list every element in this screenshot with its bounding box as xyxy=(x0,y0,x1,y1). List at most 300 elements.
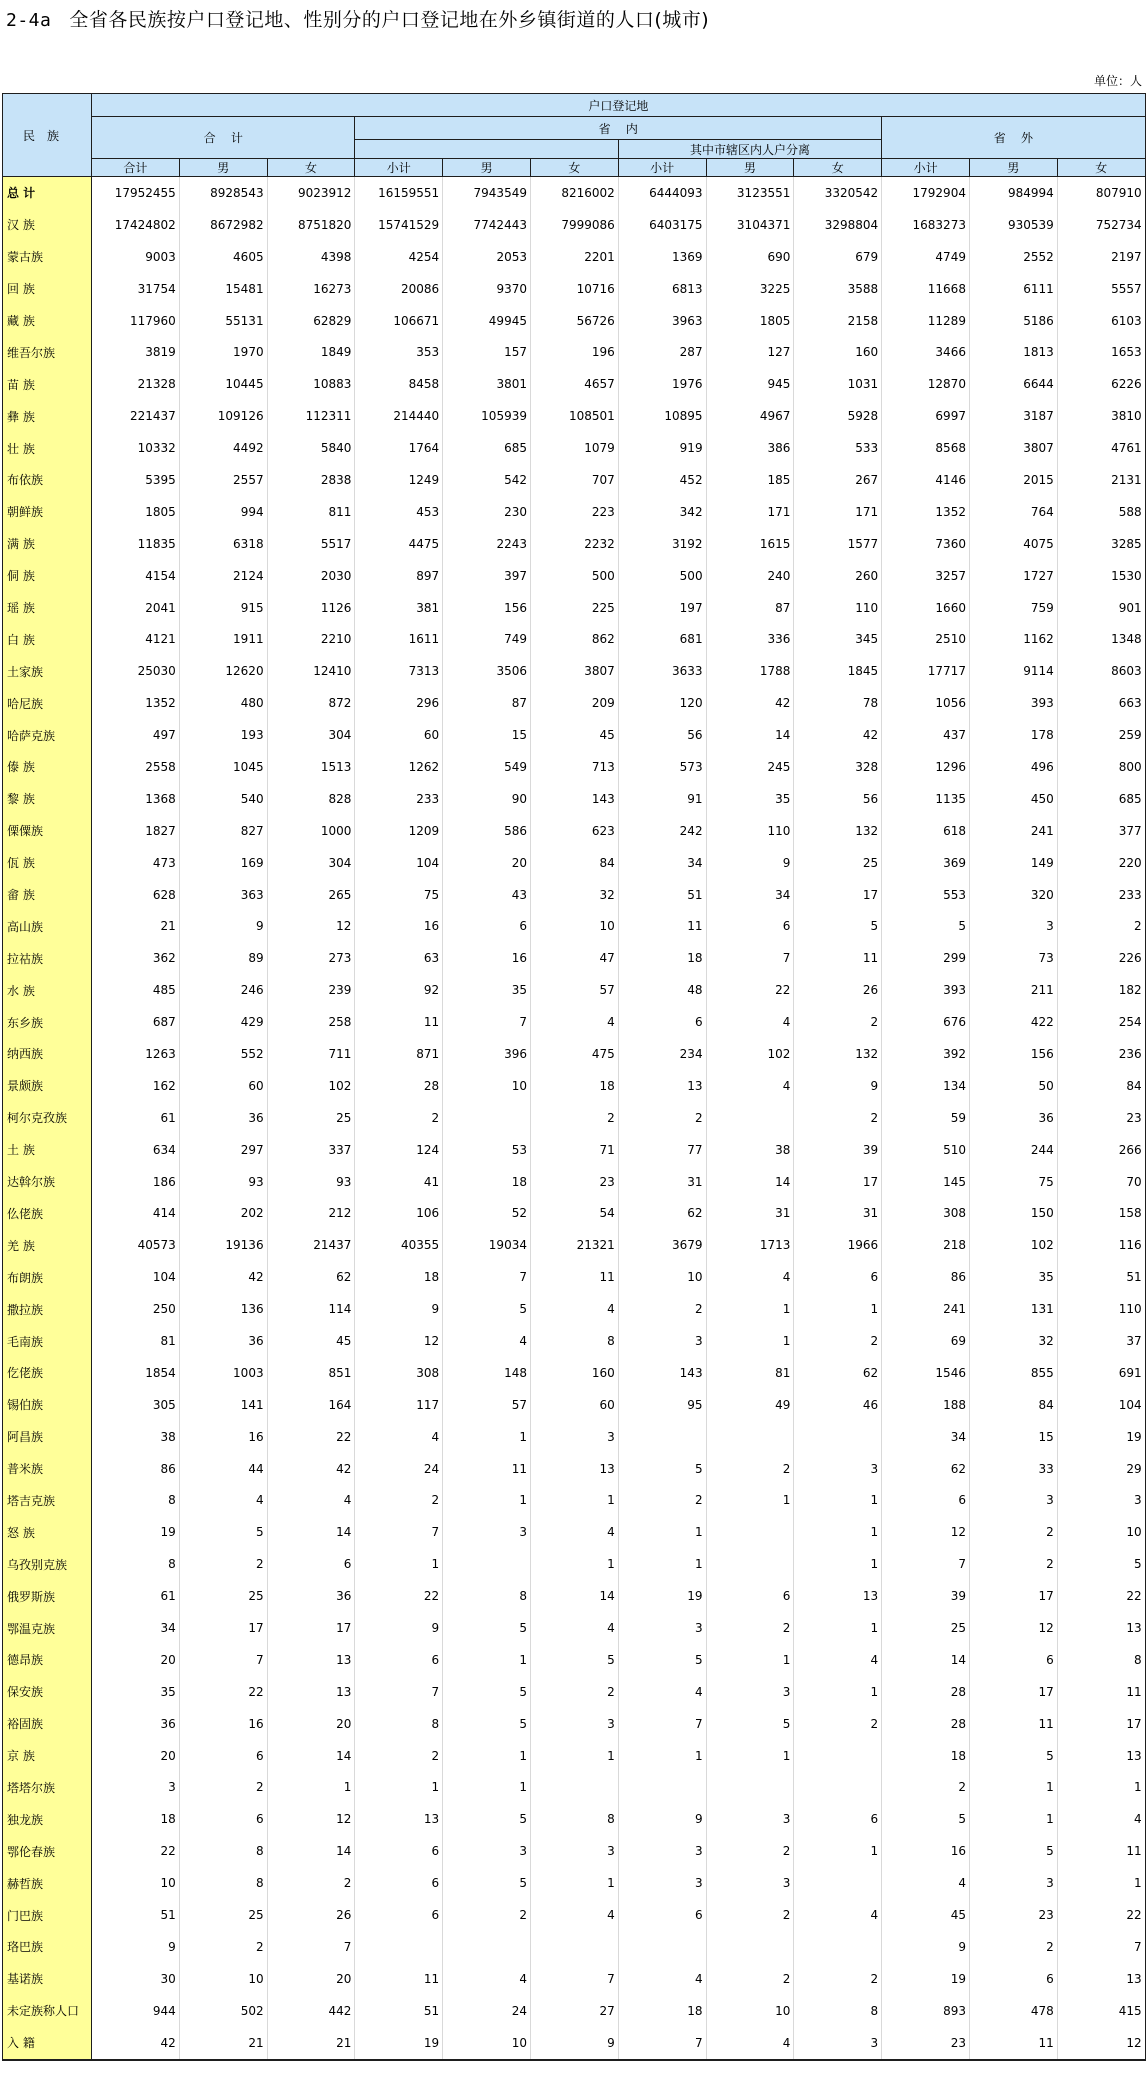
ethnicity-name: 塔吉克族 xyxy=(3,1485,92,1517)
cell-female: 1849 xyxy=(267,336,355,368)
cell-sep-female: 6 xyxy=(794,1261,882,1293)
unit-label: 单位：人 xyxy=(1093,74,1142,88)
cell-total: 20 xyxy=(92,1740,180,1772)
cell-sep-female: 56 xyxy=(794,783,882,815)
cell-out-subtotal: 2510 xyxy=(882,623,970,655)
cell-sep-subtotal: 6 xyxy=(618,1006,706,1038)
cell-in-subtotal: 1209 xyxy=(355,815,443,847)
cell-sep-female xyxy=(794,1421,882,1453)
ethnicity-name: 东乡族 xyxy=(3,1006,92,1038)
cell-female: 12 xyxy=(267,1803,355,1835)
cell-sep-subtotal: 18 xyxy=(618,1995,706,2027)
cell-sep-female: 46 xyxy=(794,1389,882,1421)
cell-in-female: 862 xyxy=(530,623,618,655)
cell-out-male: 6 xyxy=(969,1963,1057,1995)
cell-in-male: 11 xyxy=(443,1453,531,1485)
cell-sep-male: 102 xyxy=(706,1038,794,1070)
cell-male: 17 xyxy=(179,1612,267,1644)
cell-male: 2124 xyxy=(179,560,267,592)
cell-out-female: 22 xyxy=(1057,1580,1145,1612)
cell-sep-subtotal: 1 xyxy=(618,1740,706,1772)
ethnicity-name: 珞巴族 xyxy=(3,1931,92,1963)
cell-in-female: 4657 xyxy=(530,368,618,400)
header-leaf-sep-female: 女 xyxy=(794,159,882,177)
population-table xyxy=(2,93,1146,2061)
cell-sep-male: 185 xyxy=(706,464,794,496)
cell-in-female xyxy=(530,1931,618,1963)
cell-out-subtotal: 14 xyxy=(882,1644,970,1676)
cell-sep-male: 245 xyxy=(706,751,794,783)
cell-in-female: 9 xyxy=(530,2027,618,2060)
cell-female: 12410 xyxy=(267,655,355,687)
cell-sep-subtotal: 5 xyxy=(618,1453,706,1485)
total-row xyxy=(3,177,1146,209)
cell-female: 16273 xyxy=(267,273,355,305)
cell-in-subtotal: 6 xyxy=(355,1867,443,1899)
cell-male: 4605 xyxy=(179,241,267,273)
cell-in-subtotal: 2 xyxy=(355,1485,443,1517)
cell-out-male: 6111 xyxy=(969,273,1057,305)
cell-sep-female: 62 xyxy=(794,1357,882,1389)
cell-in-subtotal: 16159551 xyxy=(355,177,443,209)
cell-out-subtotal: 510 xyxy=(882,1134,970,1166)
cell-out-male: 17 xyxy=(969,1676,1057,1708)
cell-in-subtotal: 1 xyxy=(355,1772,443,1804)
cell-sep-female: 533 xyxy=(794,432,882,464)
cell-sep-female: 132 xyxy=(794,1038,882,1070)
ethnicity-name: 苗 族 xyxy=(3,368,92,400)
cell-total: 250 xyxy=(92,1293,180,1325)
cell-female: 9023912 xyxy=(267,177,355,209)
cell-sep-female: 1 xyxy=(794,1676,882,1708)
cell-sep-subtotal: 4 xyxy=(618,1676,706,1708)
cell-male: 141 xyxy=(179,1389,267,1421)
cell-female: 13 xyxy=(267,1676,355,1708)
ethnicity-name: 京 族 xyxy=(3,1740,92,1772)
cell-sep-female: 5 xyxy=(794,910,882,942)
cell-sep-subtotal: 3633 xyxy=(618,655,706,687)
cell-out-female: 13 xyxy=(1057,1612,1145,1644)
cell-out-subtotal: 676 xyxy=(882,1006,970,1038)
cell-sep-subtotal: 573 xyxy=(618,751,706,783)
cell-in-male: 105939 xyxy=(443,400,531,432)
cell-in-female: 71 xyxy=(530,1134,618,1166)
table-row xyxy=(3,1835,1146,1867)
cell-out-female: 11 xyxy=(1057,1835,1145,1867)
ethnicity-name: 达斡尔族 xyxy=(3,1166,92,1198)
cell-in-male: 3506 xyxy=(443,655,531,687)
cell-sep-subtotal xyxy=(618,1772,706,1804)
table-title xyxy=(6,5,709,32)
cell-in-male: 90 xyxy=(443,783,531,815)
cell-sep-female: 3320542 xyxy=(794,177,882,209)
table-row xyxy=(3,1102,1146,1134)
table-row xyxy=(3,847,1146,879)
cell-in-subtotal: 16 xyxy=(355,910,443,942)
cell-out-female: 104 xyxy=(1057,1389,1145,1421)
cell-out-male: 244 xyxy=(969,1134,1057,1166)
cell-sep-male xyxy=(706,1516,794,1548)
cell-out-female: 663 xyxy=(1057,687,1145,719)
cell-out-female: 3810 xyxy=(1057,400,1145,432)
ethnicity-name: 傈僳族 xyxy=(3,815,92,847)
cell-sep-female: 25 xyxy=(794,847,882,879)
cell-sep-female: 171 xyxy=(794,496,882,528)
cell-sep-male: 1805 xyxy=(706,305,794,337)
ethnicity-name: 土家族 xyxy=(3,655,92,687)
cell-out-female: 1653 xyxy=(1057,336,1145,368)
cell-in-female: 196 xyxy=(530,336,618,368)
cell-sep-female: 2158 xyxy=(794,305,882,337)
table-row xyxy=(3,879,1146,911)
table-row xyxy=(3,528,1146,560)
cell-in-female: 1 xyxy=(530,1867,618,1899)
cell-sep-subtotal: 452 xyxy=(618,464,706,496)
cell-in-female: 475 xyxy=(530,1038,618,1070)
cell-total: 687 xyxy=(92,1006,180,1038)
cell-sep-male: 2 xyxy=(706,1835,794,1867)
cell-in-male: 549 xyxy=(443,751,531,783)
table-row xyxy=(3,1644,1146,1676)
cell-out-female: 6103 xyxy=(1057,305,1145,337)
cell-female: 112311 xyxy=(267,400,355,432)
table-row xyxy=(3,1612,1146,1644)
ethnicity-name: 普米族 xyxy=(3,1453,92,1485)
table-row xyxy=(3,241,1146,273)
cell-total: 51 xyxy=(92,1899,180,1931)
cell-sep-female: 31 xyxy=(794,1198,882,1230)
cell-in-subtotal: 40355 xyxy=(355,1229,443,1261)
cell-out-subtotal: 62 xyxy=(882,1453,970,1485)
cell-out-female: 8603 xyxy=(1057,655,1145,687)
cell-male: 10 xyxy=(179,1963,267,1995)
cell-sep-subtotal: 681 xyxy=(618,623,706,655)
cell-male: 552 xyxy=(179,1038,267,1070)
cell-male: 193 xyxy=(179,719,267,751)
cell-sep-male: 1 xyxy=(706,1485,794,1517)
cell-sep-male: 34 xyxy=(706,879,794,911)
cell-in-male: 2053 xyxy=(443,241,531,273)
header-leaf-row xyxy=(3,159,1146,177)
cell-male: 36 xyxy=(179,1102,267,1134)
cell-total: 9 xyxy=(92,1931,180,1963)
ethnicity-name: 基诺族 xyxy=(3,1963,92,1995)
cell-sep-female: 1031 xyxy=(794,368,882,400)
cell-total: 4121 xyxy=(92,623,180,655)
table-row xyxy=(3,273,1146,305)
cell-female: 14 xyxy=(267,1516,355,1548)
cell-female: 828 xyxy=(267,783,355,815)
cell-out-male: 4075 xyxy=(969,528,1057,560)
cell-total: 2558 xyxy=(92,751,180,783)
cell-in-female: 8 xyxy=(530,1325,618,1357)
cell-sep-male: 5 xyxy=(706,1708,794,1740)
cell-in-subtotal: 106671 xyxy=(355,305,443,337)
cell-sep-subtotal xyxy=(618,1421,706,1453)
cell-out-female: 4761 xyxy=(1057,432,1145,464)
cell-in-subtotal: 60 xyxy=(355,719,443,751)
cell-in-female: 500 xyxy=(530,560,618,592)
cell-sep-subtotal: 3 xyxy=(618,1325,706,1357)
cell-in-female: 10 xyxy=(530,910,618,942)
cell-out-female: 588 xyxy=(1057,496,1145,528)
cell-male: 6 xyxy=(179,1803,267,1835)
cell-sep-subtotal: 3192 xyxy=(618,528,706,560)
cell-in-female: 707 xyxy=(530,464,618,496)
cell-total: 10 xyxy=(92,1867,180,1899)
ethnicity-name: 德昂族 xyxy=(3,1644,92,1676)
cell-sep-male: 3 xyxy=(706,1803,794,1835)
cell-in-male: 87 xyxy=(443,687,531,719)
cell-in-subtotal: 6 xyxy=(355,1899,443,1931)
cell-in-subtotal: 9 xyxy=(355,1293,443,1325)
cell-out-male: 11 xyxy=(969,1708,1057,1740)
cell-sep-female: 328 xyxy=(794,751,882,783)
cell-out-subtotal: 188 xyxy=(882,1389,970,1421)
cell-sep-subtotal: 19 xyxy=(618,1580,706,1612)
cell-out-female: 5557 xyxy=(1057,273,1145,305)
cell-in-male: 3 xyxy=(443,1835,531,1867)
header-group-total: 合 计 xyxy=(92,117,355,159)
cell-in-subtotal: 214440 xyxy=(355,400,443,432)
cell-total: 81 xyxy=(92,1325,180,1357)
cell-sep-male: 690 xyxy=(706,241,794,273)
cell-in-subtotal: 1 xyxy=(355,1548,443,1580)
cell-female: 21437 xyxy=(267,1229,355,1261)
cell-sep-subtotal: 143 xyxy=(618,1357,706,1389)
cell-out-subtotal: 19 xyxy=(882,1963,970,1995)
cell-in-female: 3 xyxy=(530,1835,618,1867)
cell-out-female: 11 xyxy=(1057,1676,1145,1708)
cell-out-subtotal: 5 xyxy=(882,910,970,942)
table-row xyxy=(3,1453,1146,1485)
cell-total: 20 xyxy=(92,1644,180,1676)
cell-female: 304 xyxy=(267,847,355,879)
cell-in-subtotal: 353 xyxy=(355,336,443,368)
cell-sep-male: 1 xyxy=(706,1740,794,1772)
header-leaf-sep-male: 男 xyxy=(706,159,794,177)
cell-total: 18 xyxy=(92,1803,180,1835)
cell-female: 114 xyxy=(267,1293,355,1325)
cell-in-subtotal: 7 xyxy=(355,1676,443,1708)
ethnicity-name: 土 族 xyxy=(3,1134,92,1166)
cell-female: 8751820 xyxy=(267,209,355,241)
cell-sep-male: 336 xyxy=(706,623,794,655)
cell-in-subtotal: 1611 xyxy=(355,623,443,655)
cell-sep-male: 2 xyxy=(706,1453,794,1485)
cell-sep-female: 132 xyxy=(794,815,882,847)
cell-male: 2 xyxy=(179,1931,267,1963)
cell-in-female: 84 xyxy=(530,847,618,879)
ethnicity-name: 羌 族 xyxy=(3,1229,92,1261)
cell-out-female: 7 xyxy=(1057,1931,1145,1963)
ethnicity-name: 门巴族 xyxy=(3,1899,92,1931)
cell-sep-male: 3225 xyxy=(706,273,794,305)
cell-sep-subtotal: 342 xyxy=(618,496,706,528)
cell-sep-subtotal: 3 xyxy=(618,1835,706,1867)
cell-in-subtotal: 11 xyxy=(355,1006,443,1038)
ethnicity-name: 总 计 xyxy=(3,177,92,209)
cell-male: 1045 xyxy=(179,751,267,783)
cell-sep-male: 127 xyxy=(706,336,794,368)
cell-total: 61 xyxy=(92,1102,180,1134)
ethnicity-name: 毛南族 xyxy=(3,1325,92,1357)
cell-sep-subtotal: 31 xyxy=(618,1166,706,1198)
cell-in-male: 586 xyxy=(443,815,531,847)
ethnicity-name: 裕固族 xyxy=(3,1708,92,1740)
ethnicity-name: 独龙族 xyxy=(3,1803,92,1835)
cell-male: 8 xyxy=(179,1867,267,1899)
cell-out-male: 32 xyxy=(969,1325,1057,1357)
cell-sep-subtotal: 3679 xyxy=(618,1229,706,1261)
cell-out-subtotal: 28 xyxy=(882,1676,970,1708)
cell-male: 8 xyxy=(179,1835,267,1867)
cell-total: 22 xyxy=(92,1835,180,1867)
cell-in-subtotal: 117 xyxy=(355,1389,443,1421)
cell-sep-male: 171 xyxy=(706,496,794,528)
cell-female: 62829 xyxy=(267,305,355,337)
cell-out-male: 1813 xyxy=(969,336,1057,368)
cell-male: 36 xyxy=(179,1325,267,1357)
cell-out-female: 259 xyxy=(1057,719,1145,751)
cell-in-male xyxy=(443,1548,531,1580)
cell-sep-male: 1 xyxy=(706,1325,794,1357)
cell-out-female: 2 xyxy=(1057,910,1145,942)
cell-in-male: 542 xyxy=(443,464,531,496)
table-row xyxy=(3,942,1146,974)
cell-in-female: 3 xyxy=(530,1421,618,1453)
cell-sep-subtotal: 197 xyxy=(618,592,706,624)
cell-in-male: 5 xyxy=(443,1708,531,1740)
cell-out-subtotal: 1660 xyxy=(882,592,970,624)
cell-sep-female xyxy=(794,1931,882,1963)
cell-total: 1368 xyxy=(92,783,180,815)
cell-in-female: 7 xyxy=(530,1963,618,1995)
cell-out-male: 6 xyxy=(969,1644,1057,1676)
table-row xyxy=(3,2027,1146,2060)
cell-out-female: 254 xyxy=(1057,1006,1145,1038)
cell-in-subtotal: 1764 xyxy=(355,432,443,464)
cell-out-male: 422 xyxy=(969,1006,1057,1038)
cell-sep-male: 3104371 xyxy=(706,209,794,241)
cell-in-female: 18 xyxy=(530,1070,618,1102)
cell-total: 36 xyxy=(92,1708,180,1740)
cell-out-subtotal: 553 xyxy=(882,879,970,911)
cell-in-subtotal: 41 xyxy=(355,1166,443,1198)
cell-sep-female: 1 xyxy=(794,1293,882,1325)
cell-out-subtotal: 392 xyxy=(882,1038,970,1070)
cell-out-male: 764 xyxy=(969,496,1057,528)
cell-in-female: 3 xyxy=(530,1708,618,1740)
cell-out-subtotal: 218 xyxy=(882,1229,970,1261)
cell-female: 1000 xyxy=(267,815,355,847)
cell-sep-male: 4 xyxy=(706,1070,794,1102)
cell-male: 429 xyxy=(179,1006,267,1038)
cell-in-female: 27 xyxy=(530,1995,618,2027)
cell-out-subtotal: 308 xyxy=(882,1198,970,1230)
ethnicity-name: 蒙古族 xyxy=(3,241,92,273)
cell-sep-subtotal: 7 xyxy=(618,1708,706,1740)
cell-sep-female: 8 xyxy=(794,1995,882,2027)
cell-female: 14 xyxy=(267,1740,355,1772)
cell-sep-male: 3123551 xyxy=(706,177,794,209)
table-row xyxy=(3,1229,1146,1261)
cell-out-male: 11 xyxy=(969,2027,1057,2060)
cell-female: 102 xyxy=(267,1070,355,1102)
cell-in-female: 623 xyxy=(530,815,618,847)
cell-out-female: 19 xyxy=(1057,1421,1145,1453)
cell-sep-female: 1966 xyxy=(794,1229,882,1261)
cell-male: 4 xyxy=(179,1485,267,1517)
cell-out-subtotal: 369 xyxy=(882,847,970,879)
cell-sep-male xyxy=(706,1102,794,1134)
cell-out-female: 5 xyxy=(1057,1548,1145,1580)
cell-in-male xyxy=(443,1102,531,1134)
table-row xyxy=(3,1867,1146,1899)
cell-sep-subtotal: 13 xyxy=(618,1070,706,1102)
cell-out-female: 415 xyxy=(1057,1995,1145,2027)
cell-in-female: 1079 xyxy=(530,432,618,464)
ethnicity-name: 畲 族 xyxy=(3,879,92,911)
table-row xyxy=(3,432,1146,464)
cell-male: 540 xyxy=(179,783,267,815)
table-row xyxy=(3,592,1146,624)
cell-female: 20 xyxy=(267,1708,355,1740)
cell-male: 89 xyxy=(179,942,267,974)
cell-out-subtotal: 6997 xyxy=(882,400,970,432)
cell-male: 25 xyxy=(179,1580,267,1612)
cell-out-male: 1162 xyxy=(969,623,1057,655)
table-row xyxy=(3,1198,1146,1230)
cell-out-male: 3 xyxy=(969,1485,1057,1517)
ethnicity-name: 鄂温克族 xyxy=(3,1612,92,1644)
cell-in-male: 3 xyxy=(443,1516,531,1548)
cell-total: 1805 xyxy=(92,496,180,528)
cell-male: 19136 xyxy=(179,1229,267,1261)
cell-sep-subtotal: 6 xyxy=(618,1899,706,1931)
cell-total: 9003 xyxy=(92,241,180,273)
cell-out-subtotal: 1546 xyxy=(882,1357,970,1389)
cell-out-subtotal: 145 xyxy=(882,1166,970,1198)
cell-out-female: 752734 xyxy=(1057,209,1145,241)
table-row xyxy=(3,464,1146,496)
cell-female: 93 xyxy=(267,1166,355,1198)
cell-out-subtotal: 1352 xyxy=(882,496,970,528)
cell-total: 21 xyxy=(92,910,180,942)
cell-in-male: 1 xyxy=(443,1740,531,1772)
cell-out-male: 759 xyxy=(969,592,1057,624)
cell-sep-subtotal: 287 xyxy=(618,336,706,368)
cell-in-subtotal: 124 xyxy=(355,1134,443,1166)
cell-out-subtotal: 9 xyxy=(882,1931,970,1963)
ethnicity-name: 鄂伦春族 xyxy=(3,1835,92,1867)
cell-female: 1513 xyxy=(267,751,355,783)
cell-sep-female: 2 xyxy=(794,1708,882,1740)
cell-male: 915 xyxy=(179,592,267,624)
cell-male: 246 xyxy=(179,974,267,1006)
cell-in-male: 9370 xyxy=(443,273,531,305)
ethnicity-name: 维吾尔族 xyxy=(3,336,92,368)
cell-total: 4154 xyxy=(92,560,180,592)
cell-out-male: 156 xyxy=(969,1038,1057,1070)
cell-total: 42 xyxy=(92,2027,180,2060)
cell-female: 2838 xyxy=(267,464,355,496)
cell-male: 1911 xyxy=(179,623,267,655)
cell-sep-female: 260 xyxy=(794,560,882,592)
cell-female: 42 xyxy=(267,1453,355,1485)
header-leaf-in-female: 女 xyxy=(530,159,618,177)
table-row xyxy=(3,560,1146,592)
